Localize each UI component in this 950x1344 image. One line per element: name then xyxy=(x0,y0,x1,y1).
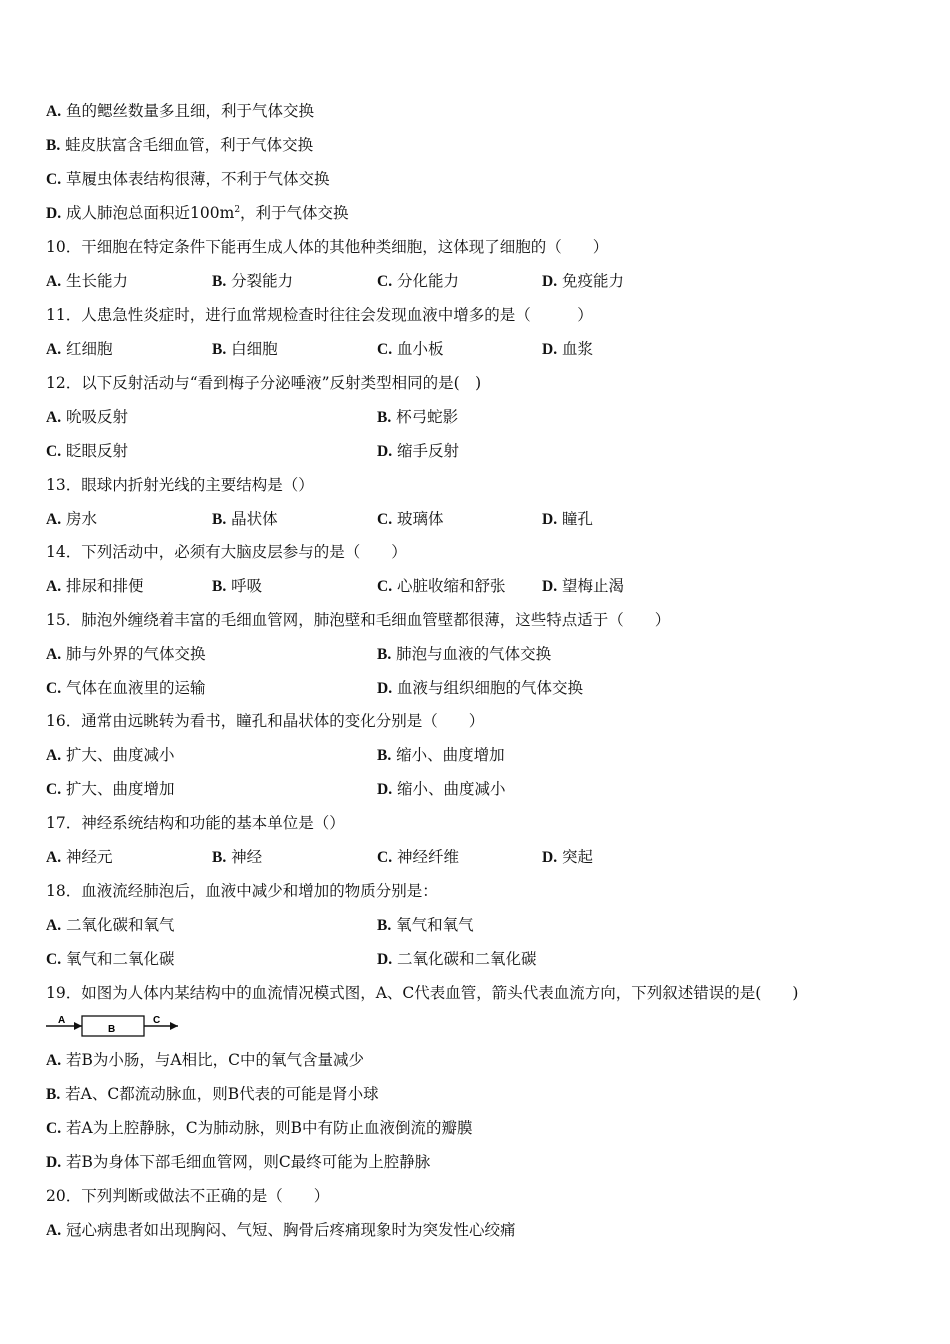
vessel-c-label: C xyxy=(153,1015,161,1026)
q11-option-b: B. 白细胞 xyxy=(212,340,278,358)
vessel-a-arrow-icon xyxy=(74,1022,82,1030)
q19-option-b: B. 若A、C都流动脉血，则B代表的可能是肾小球 xyxy=(46,1085,379,1103)
q18-option-c: C. 氧气和二氧化碳 xyxy=(46,950,175,968)
option-d-q9: D. 成人肺泡总面积近$100m^2$，利于气体交换 xyxy=(46,204,349,222)
q17-option-d: D. 突起 xyxy=(542,848,594,866)
q12-option-a: A. 吮吸反射 xyxy=(46,408,129,426)
q13-option-a: A. 房水 xyxy=(46,510,98,528)
q15-option-d: D. 血液与组织细胞的气体交换 xyxy=(377,679,584,697)
question-11-stem: 11．人患急性炎症时，进行血常规检查时往往会发现血液中增多的是（ ） xyxy=(46,306,593,324)
q14-option-c: C. 心脏收缩和舒张 xyxy=(377,577,506,595)
question-18-stem: 18．血液流经肺泡后，血液中减少和增加的物质分别是： xyxy=(46,882,438,900)
q12-option-d: D. 缩手反射 xyxy=(377,442,460,460)
option-b-q9: B. 蛙皮肤富含毛细血管，利于气体交换 xyxy=(46,136,314,154)
question-17-stem: 17．神经系统结构和功能的基本单位是（） xyxy=(46,814,345,832)
question-16-stem: 16．通常由远眺转为看书，瞳孔和晶状体的变化分别是（ ） xyxy=(46,712,485,730)
q20-option-a: A. 冠心病患者如出现胸闷、气短、胸骨后疼痛现象时为突发性心绞痛 xyxy=(46,1221,516,1239)
question-12-stem: 12．以下反射活动与“看到梅子分泌唾液”反射类型相同的是( ) xyxy=(46,374,482,392)
q16-option-b: B. 缩小、曲度增加 xyxy=(377,746,505,764)
q18-option-a: A. 二氧化碳和氧气 xyxy=(46,916,175,934)
q11-option-d: D. 血浆 xyxy=(542,340,594,358)
option-a-q9: A. 鱼的鳃丝数量多且细，利于气体交换 xyxy=(46,102,315,120)
q12-option-b: B. 杯弓蛇影 xyxy=(377,408,459,426)
q11-option-c: C. 血小板 xyxy=(377,340,444,358)
vessel-c-arrow-icon xyxy=(170,1022,178,1030)
q13-option-c: C. 玻璃体 xyxy=(377,510,444,528)
q12-option-c: C. 眨眼反射 xyxy=(46,442,129,460)
q16-option-a: A. 扩大、曲度减小 xyxy=(46,746,175,764)
q10-option-c: C. 分化能力 xyxy=(377,272,460,290)
q10-option-d: D. 免疫能力 xyxy=(542,272,625,290)
q17-option-b: B. 神经 xyxy=(212,848,263,866)
question-10-stem: 10．干细胞在特定条件下能再生成人体的其他种类细胞，这体现了细胞的（ ） xyxy=(46,238,609,256)
q18-option-b: B. 氧气和氧气 xyxy=(377,916,474,934)
question-19-stem: 19．如图为人体内某结构中的血流情况模式图，A、C代表血管，箭头代表血流方向，下列叙述错误的是( ) xyxy=(46,984,799,1002)
q10-option-a: A. 生长能力 xyxy=(46,272,129,290)
structure-b-label: B xyxy=(108,1024,116,1035)
q18-option-d: D. 二氧化碳和二氧化碳 xyxy=(377,950,537,968)
option-c-q9: C. 草履虫体表结构很薄，不利于气体交换 xyxy=(46,170,330,188)
q17-option-c: C. 神经纤维 xyxy=(377,848,460,866)
question-15-stem: 15．肺泡外缠绕着丰富的毛细血管网，肺泡壁和毛细血管壁都很薄，这些特点适于（ ） xyxy=(46,611,671,629)
q11-option-a: A. 红细胞 xyxy=(46,340,113,358)
q14-option-d: D. 望梅止渴 xyxy=(542,577,625,595)
q15-option-a: A. 肺与外界的气体交换 xyxy=(46,645,206,663)
blood-flow-diagram xyxy=(44,1014,184,1040)
question-13-stem: 13．眼球内折射光线的主要结构是（） xyxy=(46,476,314,494)
q10-option-b: B. 分裂能力 xyxy=(212,272,294,290)
q19-option-a: A. 若B为小肠，与A相比，C中的氧气含量减少 xyxy=(46,1051,364,1069)
question-20-stem: 20．下列判断或做法不正确的是（ ） xyxy=(46,1187,330,1205)
q14-option-b: B. 呼吸 xyxy=(212,577,263,595)
q13-option-d: D. 瞳孔 xyxy=(542,510,594,528)
q13-option-b: B. 晶状体 xyxy=(212,510,278,528)
q15-option-b: B. 肺泡与血液的气体交换 xyxy=(377,645,552,663)
q15-option-c: C. 气体在血液里的运输 xyxy=(46,679,206,697)
q16-option-d: D. 缩小、曲度减小 xyxy=(377,780,506,798)
q17-option-a: A. 神经元 xyxy=(46,848,113,866)
q19-option-d: D. 若B为身体下部毛细血管网，则C最终可能为上腔静脉 xyxy=(46,1153,431,1171)
q16-option-c: C. 扩大、曲度增加 xyxy=(46,780,175,798)
question-14-stem: 14．下列活动中，必须有大脑皮层参与的是（ ） xyxy=(46,543,407,561)
q19-option-c: C. 若A为上腔静脉，C为肺动脉，则B中有防止血液倒流的瓣膜 xyxy=(46,1119,473,1137)
q14-option-a: A. 排尿和排便 xyxy=(46,577,144,595)
vessel-a-label: A xyxy=(58,1015,66,1026)
